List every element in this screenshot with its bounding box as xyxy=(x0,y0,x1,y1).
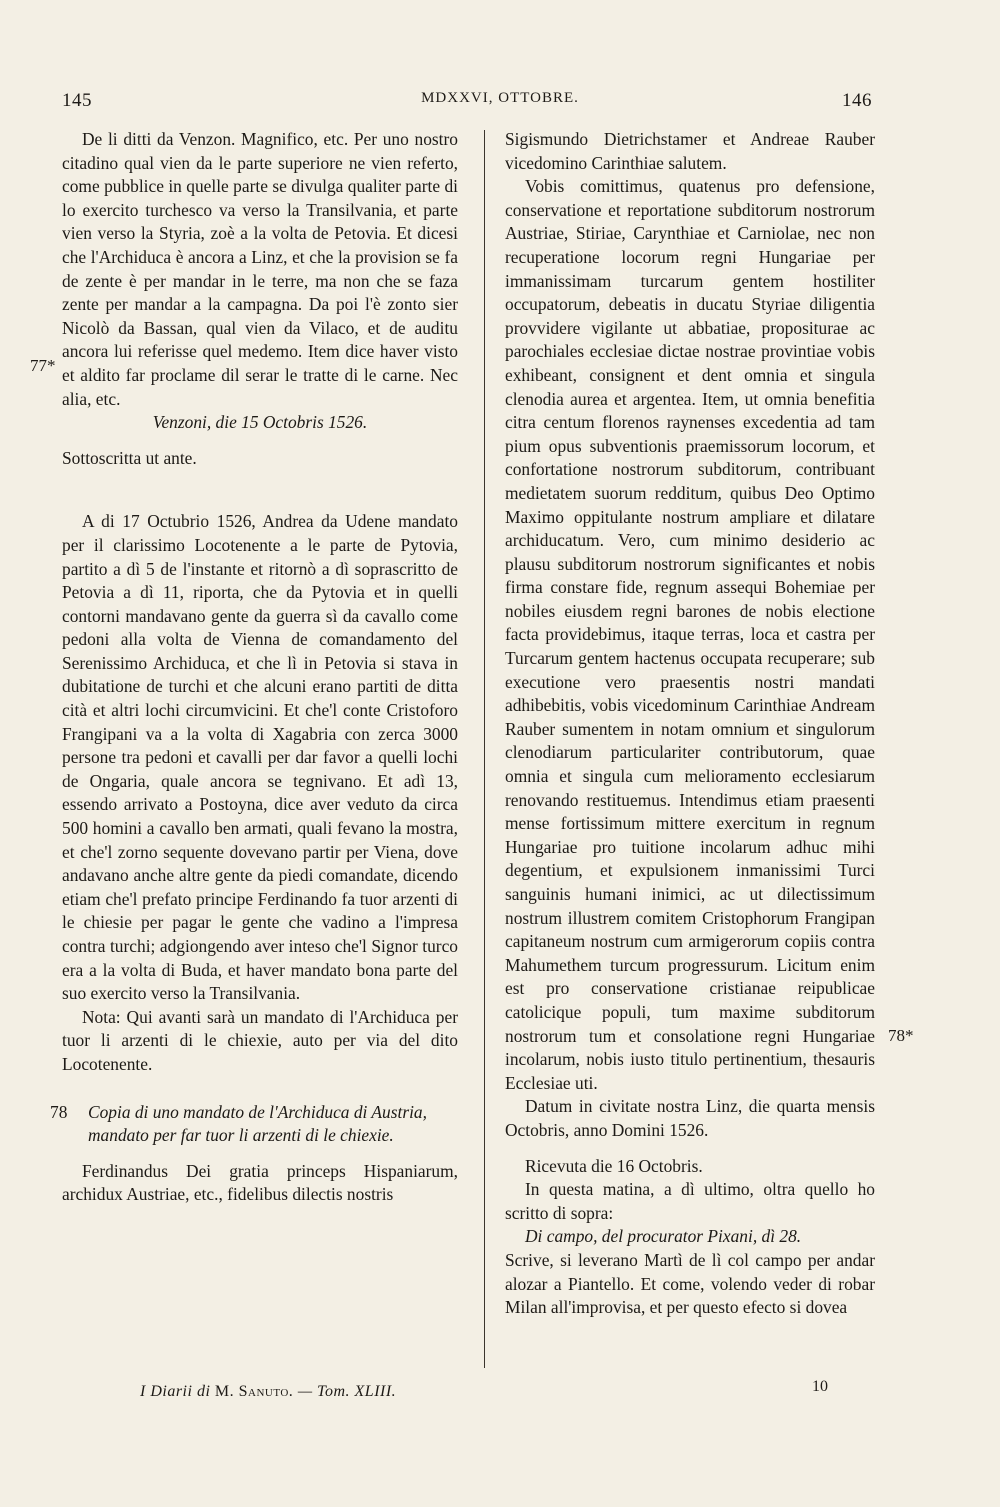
margin-note-left: 77* xyxy=(30,356,56,375)
paragraph-ferdinandus: Ferdinandus Dei gratia princeps Hispaniarum, archidux Austriae, etc., fidelibus dilectis nostris xyxy=(62,1160,458,1205)
section-heading-78 xyxy=(50,1101,458,1148)
right-column xyxy=(505,128,875,1320)
section-heading-text: Copia di uno mandato de l'Archiduca di Austria, mandato per far tuor li arzenti di le chiexie. xyxy=(88,1101,427,1146)
paragraph-scrive: Scrive, si leverano Martì de lì col campo per andar alozar a Piantello. Et come, volendo veder di robar Milan all'improvisa, et per questo efecto si dovea xyxy=(505,1249,875,1318)
footer-tome: — Tom. XLIII. xyxy=(297,1383,397,1400)
signature-note: Sottoscritta ut ante. xyxy=(62,447,197,468)
paragraph-this-morning: In questa matina, a dì ultimo, oltra quello ho scritto di sopra: xyxy=(505,1179,875,1223)
running-title: MDXXVI, OTTOBRE. xyxy=(421,90,579,106)
paragraph-andrea-da-udene: A di 17 Octubrio 1526, Andrea da Udene mandato per il clarissimo Locotenente a le parte de Pytovia, partito a dì 5 de l'instante et ritornò a dì soprascritto de Petovia a dì 11, riporta, che da Pytovia et in quelli contorni mandavano gente da guerra sì da cavallo come pedoni alla volta de Vienna de comandamento del Serenissimo Archiduca, et che lì in Petovia si stava in dubitatione de turchi et che alcuni erano partiti de ditta cità et altri lochi circumvicini. Et che'l conte Cristoforo Frangipani va a la volta di Xagabria con zerca 3000 persone tra pedoni et cavalli per dar favor a quelli lochi de Ongaria, quale ancora se tegnivano. Et adì 13, essendo arrivato a Postoyna, dice aver veduto da circa 500 homini a cavallo ben armati, quali fevano la mostra, et che'l zorno sequente dovevano partir per Viena, dove andavano anche altre gente da piedi comandate, dicendo etiam che'l prefato principe Ferdinando fa tuor arzenti di le chiesie per pagar le gente che vadino a l'impresa contra turchi; adgiongendo aver inteso che'l Signor turco era a la volta di Buda, et haver mandato bona parte del suo exercito verso la Transilvania. xyxy=(62,511,458,1004)
paragraph-datum: Datum in civitate nostra Linz, die quarta mensis Octobris, anno Domini 1526. xyxy=(505,1096,875,1140)
left-page-number: 145 xyxy=(62,90,92,111)
footer-title xyxy=(140,1383,396,1401)
left-column xyxy=(50,128,458,1207)
received-note: Ricevuta die 16 Octobris. xyxy=(525,1155,703,1176)
section-number: 78 xyxy=(50,1101,68,1122)
dateline-campo: Di campo, del procurator Pixani, dì 28. xyxy=(525,1226,802,1247)
paragraph-venzon-report: De li ditti da Venzon. Magnifico, etc. Per uno nostro citadino qual vien da le parte superiore ne vien referto, come pubblice in quelle parte se divulga qualiter parte di lo exercito turchesco va verso la Transilvania, et parte vien verso la Styria, zoè a la volta de Petovia. Et dicesi che l'Archiduca è ancora a Linz, et che la provision se fa de zente è per mandar in le terre, ma non che se faza zente per mandar a la campagna. Da poi l'è zonto sier Nicolò da Bassan, qual vien da Vilaco, et de auditu ancora lui referisse quel medemo. Item dice haver visto et aldito far proclame dil serar le tratte di le carne. Nec alia, etc. xyxy=(62,129,458,409)
paragraph-mandate-text: Vobis comittimus, quatenus pro defensione, conservatione et reportatione subditorum nostrorum Austriae, Stiriae, Carynthiae et Carniolae, nec non recuperatione locorum regni Hungariae per immanissimam turcarum gentem hostiliter occupatorum, debeatis in ducatu Styriae diligentia provvidere vigilante ut abbatiae, propositurae ac parochiales ecclesiae dictae nostrae provintiae vobis exhibeant, consignent et dent omnia et singula clenodia aurea et argentea. Item, ut omnia benefitia citra centum florenos raynenses excedentia ad tam pium opus subventionis praemissorum locorum, et confortatione nostrorum subditorum, contribuant medietatem suorum redditum, quibus Deo Optimo Maximo oppitulante nostrum ampliare et dilatare archiducatum. Vero, cum minimo desiderio ac plausu subditorum nostrorum significantes et nobis firma constare fide, regnum assequi Bohemiae per nobiles eiusdem regni barones de nobis electione facta providebimus, itaque terras, loca et castra per Turcarum gentem hactenus occupata recuperare; sub executione vero praesentis nostri mandati adhibebitis, vobis vicedominum Carinthiae Andream Rauber sumentem in notam omnium et singulorum clenodiarum particulariter contributorum, quae omnia et singula cum melioramento ecclesiarum renovando restituemus. Intendimus etiam praesenti mense fortissimum mittere exercitum in regnum Hungariae pro tuitione incolarum adhuc mihi degentium, et expulsionem inmanissimi Turci sanguinis humani inimici, ac ut dilectissimum nostrum illustrem comitem Cristophorum Frangipan capitaneum nostrum cum armigerorum copiis contra Mahumethem turcum progressurum. Licitum enim est pro conservatione cristianae reipublicae catolicique populi, tum maxime subditorum nostrorum tum et consolatione regni Hungariae incolarum, nobis iusto titulo pertinentium, thesauris Ecclesiae uti. xyxy=(505,176,875,1093)
paragraph-nota: Nota: Qui avanti sarà un mandato di l'Archiduca per tuor li arzenti di le chiexie, auto per via del dito Locotenente. xyxy=(62,1006,458,1074)
column-divider xyxy=(484,130,485,1368)
printer-signature-mark: 10 xyxy=(812,1378,828,1395)
dateline-venzoni: Venzoni, die 15 Octobris 1526. xyxy=(152,412,368,433)
footer-work-title: I Diarii di xyxy=(140,1383,211,1400)
right-page-number: 146 xyxy=(842,90,872,111)
footer-author: M. Sanuto. xyxy=(214,1383,294,1400)
paragraph-salutation: Sigismundo Dietrichstamer et Andreae Rauber vicedomino Carinthiae salutem. xyxy=(505,129,875,173)
margin-note-right: 78* xyxy=(888,1026,914,1045)
